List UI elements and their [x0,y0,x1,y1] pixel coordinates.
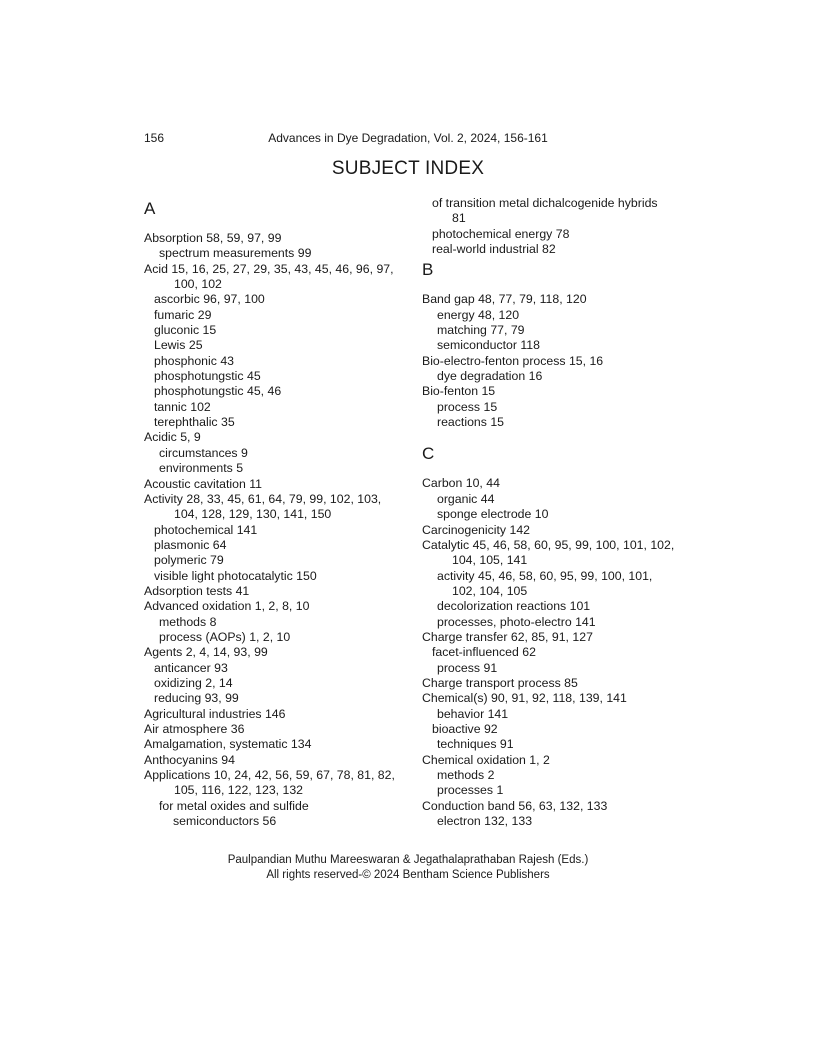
index-entry: Conduction band 56, 63, 132, 133 [422,798,608,813]
index-subentry: photochemical 141 [154,522,258,537]
index-subentry: terephthalic 35 [154,415,235,430]
index-subentry: 102, 104, 105 [452,583,528,598]
section-letter: A [144,199,156,218]
index-subentry: bioactive 92 [432,721,498,736]
index-subentry: sponge electrode 10 [437,507,549,522]
section-spacer [422,465,692,476]
index-entry: Agricultural industries 146 [144,706,286,721]
index-subentry: of transition metal dichalcogenide hybrids [432,196,658,210]
index-subentry: fumaric 29 [154,307,212,322]
index-subentry: photochemical energy 78 [432,226,570,241]
index-subentry: circumstances 9 [159,445,248,460]
index-subentry: behavior 141 [437,706,509,721]
index-subentry: reducing 93, 99 [154,691,239,706]
page-header [144,131,672,147]
index-subentry: plasmonic 64 [154,537,227,552]
index-entry: Acoustic cavitation 11 [144,476,263,491]
index-subentry: environments 5 [159,461,244,476]
index-subentry: decolorization reactions 101 [437,599,591,614]
index-entry: Amalgamation, systematic 134 [144,737,312,752]
index-entry: Band gap 48, 77, 79, 118, 120 [422,292,587,307]
index-entry: Absorption 58, 59, 97, 99 [144,231,282,245]
index-subentry: processes, photo-electro 141 [437,614,596,629]
index-subentry: activity 45, 46, 58, 60, 95, 99, 100, 101, [437,568,653,583]
index-subentry: process 15 [437,399,498,414]
index-subentry: polymeric 79 [154,553,224,568]
index-subentry: ascorbic 96, 97, 100 [154,292,265,307]
index-subentry: energy 48, 120 [437,307,520,322]
index-subentry: 104, 105, 141 [452,553,528,568]
index-subentry: oxidizing 2, 14 [154,675,233,690]
index-subentry: semiconductor 118 [437,338,540,353]
index-subentry: spectrum measurements 99 [159,246,312,261]
index-entry: Activity 28, 33, 45, 61, 64, 79, 99, 102, 103, [144,491,382,506]
index-subentry: organic 44 [437,491,495,506]
section-spacer [422,281,692,292]
index-subentry: phosphotungstic 45, 46 [154,384,282,399]
copyright-line: All rights reserved-© 2024 Bentham Science Publishers [266,869,550,881]
section-letter: B [422,260,434,280]
section-spacer [144,220,414,231]
index-subentry: methods 8 [159,614,217,629]
index-column-right [422,196,692,829]
index-entry: Charge transfer 62, 85, 91, 127 [422,629,593,644]
index-subentry: techniques 91 [437,737,514,752]
index-subentry: 81 [452,211,466,226]
index-subentry: 100, 102 [174,277,222,292]
index-entry: Carcinogenicity 142 [422,522,531,537]
index-subentry: processes 1 [437,783,504,798]
index-subentry: semiconductors 56 [173,814,277,829]
page-number: 156 [144,131,165,145]
index-subentry: electron 132, 133 [437,814,533,829]
index-entry: Applications 10, 24, 42, 56, 59, 67, 78, 81, 82, [144,768,395,783]
index-subentry: methods 2 [437,768,495,782]
index-subentry: for metal oxides and sulfide [159,798,309,813]
index-subentry: 104, 128, 129, 130, 141, 150 [174,507,332,522]
index-subentry: reactions 15 [437,415,504,430]
index-subentry: tannic 102 [154,399,211,414]
index-subentry: visible light photocatalytic 150 [154,568,317,583]
index-subentry: phosphonic 43 [154,353,234,368]
index-entry: Bio-electro-fenton process 15, 16 [422,353,604,368]
index-subentry: process 91 [437,660,498,675]
index-entry: Charge transport process 85 [422,675,578,690]
index-entry: Chemical(s) 90, 91, 92, 118, 139, 141 [422,691,627,706]
index-subentry: phosphotungstic 45 [154,369,261,384]
index-entry: Chemical oxidation 1, 2 [422,752,550,767]
index-subentry: real-world industrial 82 [432,242,556,257]
editors-line: Paulpandian Muthu Mareeswaran & Jegathalaprathaban Rajesh (Eds.) [227,854,589,866]
index-entry: Bio-fenton 15 [422,384,496,399]
index-subentry: anticancer 93 [154,660,228,675]
journal-citation: Advances in Dye Degradation, Vol. 2, 2024, 156-161 [268,131,548,145]
index-subentry: gluconic 15 [154,323,217,338]
index-entry: Anthocyanins 94 [144,752,235,767]
index-entry: Carbon 10, 44 [422,476,500,491]
section-spacer [422,430,692,441]
section-letter: C [422,444,435,464]
index-subentry: 105, 116, 122, 123, 132 [174,783,304,798]
index-subentry: Lewis 25 [154,338,203,353]
page-title: SUBJECT INDEX [331,158,485,179]
index-subentry: process (AOPs) 1, 2, 10 [159,629,291,644]
page-footer [0,853,816,883]
index-entry: Adsorption tests 41 [144,583,250,598]
index-subentry: facet-influenced 62 [432,645,536,660]
index-subentry: matching 77, 79 [437,323,525,338]
index-entry: Catalytic 45, 46, 58, 60, 95, 99, 100, 101, 102, [422,537,675,552]
index-subentry: dye degradation 16 [437,369,543,384]
index-entry: Acidic 5, 9 [144,430,201,445]
index-entry: Agents 2, 4, 14, 93, 99 [144,645,268,660]
index-column-left [144,196,414,829]
index-entry: Acid 15, 16, 25, 27, 29, 35, 43, 45, 46, 96, 97, [144,261,394,276]
index-entry: Advanced oxidation 1, 2, 8, 10 [144,599,310,614]
index-entry: Air atmosphere 36 [144,722,245,736]
